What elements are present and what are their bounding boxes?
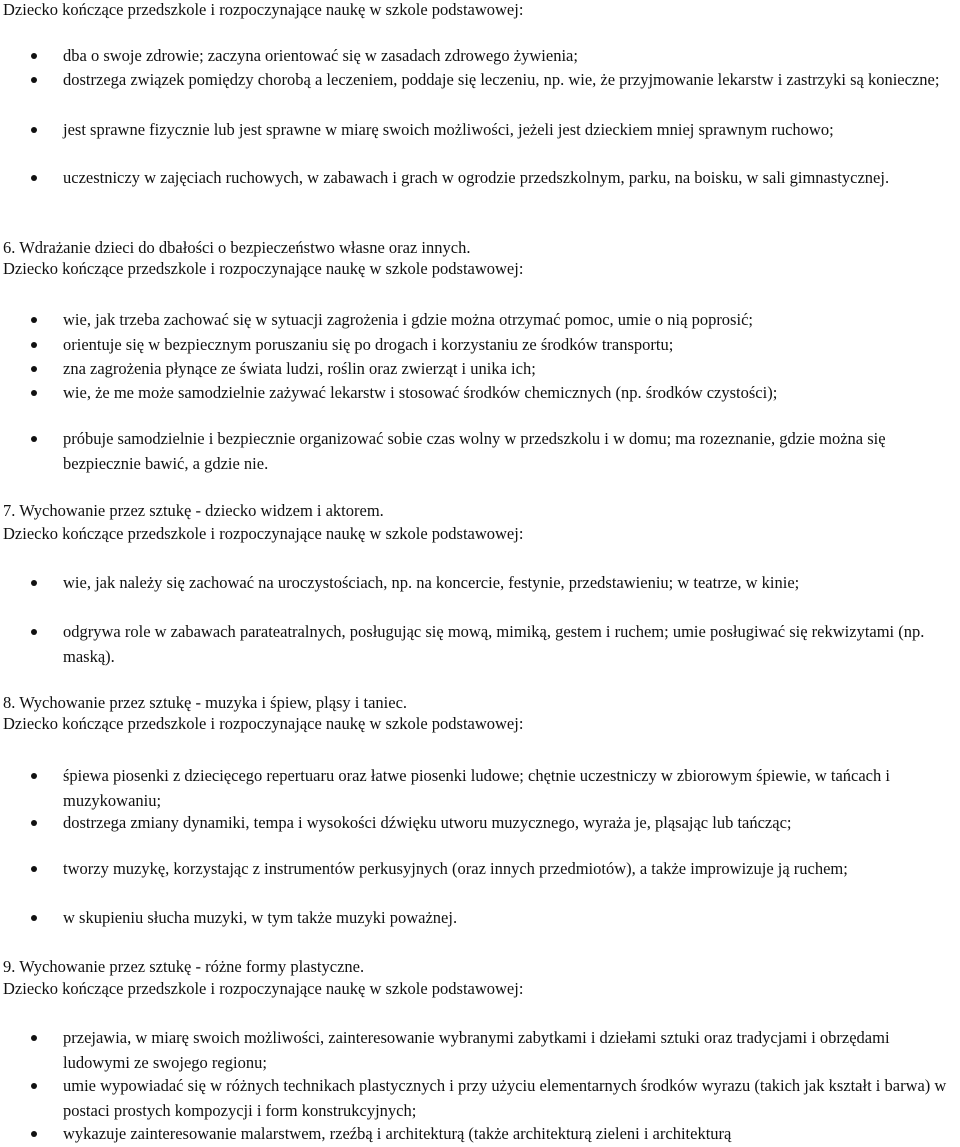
bullet-icon xyxy=(31,820,37,826)
bullet-icon xyxy=(31,77,37,83)
bullet-icon xyxy=(31,1035,37,1041)
bullet-icon xyxy=(31,366,37,372)
bullet-icon xyxy=(31,629,37,635)
bullet-icon xyxy=(31,127,37,133)
bullet-icon xyxy=(31,1131,37,1137)
section-heading: 7. Wychowanie przez sztukę - dziecko widzem i aktorem. xyxy=(3,501,384,520)
bullet-icon xyxy=(31,580,37,586)
bullet-icon xyxy=(31,1083,37,1089)
bullet-icon xyxy=(31,342,37,348)
section-intro: Dziecko kończące przedszkole i rozpoczynające naukę w szkole podstawowej: xyxy=(3,714,524,733)
section-intro: Dziecko kończące przedszkole i rozpoczynające naukę w szkole podstawowej: xyxy=(3,524,524,543)
section-heading: 9. Wychowanie przez sztukę - różne formy plastyczne. xyxy=(3,957,365,976)
bullet-icon xyxy=(31,390,37,396)
section-intro: Dziecko kończące przedszkole i rozpoczynające naukę w szkole podstawowej: xyxy=(3,259,524,278)
bullet-icon xyxy=(31,773,37,779)
bullet-icon xyxy=(31,866,37,872)
section-heading: 8. Wychowanie przez sztukę - muzyka i śpiew, pląsy i taniec. xyxy=(3,693,408,712)
document-page: Dziecko kończące przedszkole i rozpoczynające naukę w szkole podstawowej: dba o swoje zdrowie; zaczyna orientować się w zasadach zdrowego żywienia; dostrzega związek pomiędzy chorobą a leczeniem, poddaje się leczeniu, np. wie, że przyjmowanie lekarstw i zastrzyki są konieczne; jest sprawne fizycznie lub jest sprawne w miarę swoich możliwości, jeżeli jest dzieckiem mniej sprawnym ruchowo; uczestniczy w zajęciach ruchowych, w zabawach i grach w ogrodzie przedszkolnym, parku, na boisku, w sali gimnastycznej. 6. Wdrażanie dzieci do dbałości o bezpieczeństwo własne oraz innych. Dziecko kończące przedszkole i rozpoczynające naukę w szkole podstawowej: wie, jak trzeba zachować się w sytuacji zagrożenia i gdzie można otrzymać pomoc, umie o nią poprosić; orientuje się w bezpiecznym poruszaniu się po drogach i korzystaniu ze środków transportu; zna zagrożenia płynące ze świata ludzi, roślin oraz zwierząt i unika ich; wie, że me może samodzielnie zażywać lekarstw i stosować środków chemicznych (np. środków czystości); próbuje samodzielnie i bezpiecznie organizować sobie czas wolny w przedszkolu i w domu; ma rozeznanie, gdzie można się bezpiecznie bawić, a gdzie nie. 7. Wychowanie przez sztukę - dziecko widzem i aktorem. Dziecko kończące przedszkole i rozpoczynające naukę w szkole podstawowej: wie, jak należy się zachować na uroczystościach, np. na koncercie, festynie, przedstawieniu; w teatrze, w kinie; odgrywa role w zabawach parateatralnych, posługując się mową, mimiką, gestem i ruchem; umie posługiwać się rekwizytami (np. maską). 8. Wychowanie przez sztukę - muzyka i śpiew, pląsy i taniec. Dziecko kończące przedszkole i rozpoczynające naukę w szkole podstawowej: śpiewa piosenki z dziecięcego repertuaru oraz łatwe piosenki ludowe; chętnie uczestniczy w zbiorowym śpiewie, w tańcach i muzykowaniu; dostrzega zmiany dynamiki, tempa i wysokości dźwięku utworu muzycznego, wyraża je, pląsając lub tańcząc; tworzy muzykę, korzystając z instrumentów perkusyjnych (oraz innych przedmiotów), a także improwizuje ją ruchem; w skupieniu słucha muzyki, w tym także muzyki poważnej. 9. Wychowanie przez sztukę - różne formy plastyczne. Dziecko kończące przedszkole i rozpoczynające naukę w szkole podstawowej: przejawia, w miarę swoich możliwości, zainteresowanie wybranymi zabytkami i dziełami sztuki oraz tradycjami i obrzędami ludowymi ze swojego regionu; umie wypowiadać się w różnych technikach plastycznych i przy użyciu elementarnych środków wyrazu (takich jak kształt i barwa) w postaci prostych kompozycji i form konstrukcyjnych; wykazuje zainteresowanie malarstwem, rzeźbą i architekturą (także architekturą zieleni i architekturą xyxy=(3,0,947,1143)
bullet-icon xyxy=(31,436,37,442)
bullet-icon xyxy=(31,317,37,323)
section-heading: 6. Wdrażanie dzieci do dbałości o bezpieczeństwo własne oraz innych. xyxy=(3,238,471,257)
bullet-icon xyxy=(31,53,37,59)
section-intro: Dziecko kończące przedszkole i rozpoczynające naukę w szkole podstawowej: xyxy=(3,0,524,19)
section-intro: Dziecko kończące przedszkole i rozpoczynające naukę w szkole podstawowej: xyxy=(3,979,524,998)
bullet-icon xyxy=(31,915,37,921)
bullet-icon xyxy=(31,175,37,181)
